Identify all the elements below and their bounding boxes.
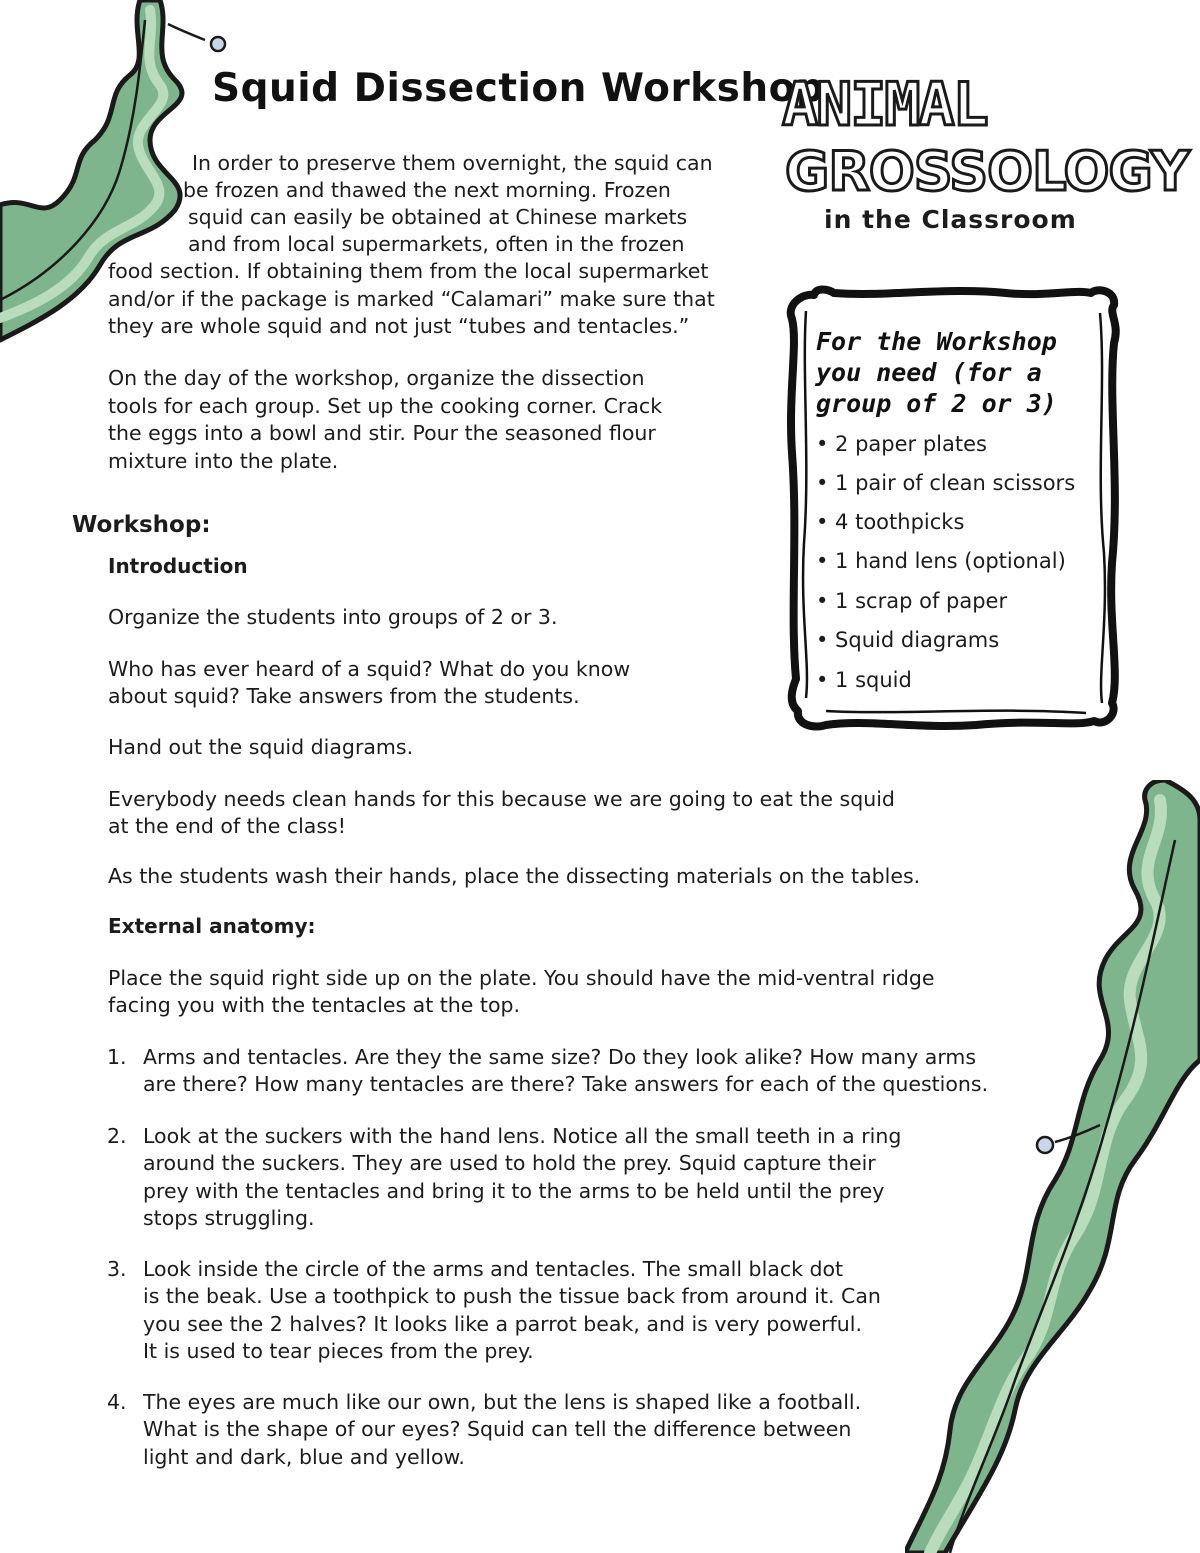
day-line: mixture into the plate. bbox=[108, 449, 339, 473]
step-line: is the beak. Use a toothpick to push the tissue back from around it. Can bbox=[143, 1284, 881, 1308]
supply-item: • 1 hand lens (optional) bbox=[816, 549, 1066, 573]
step-number: 1. bbox=[107, 1045, 127, 1069]
intro-line: be frozen and thawed the next morning. Frozen bbox=[183, 178, 671, 202]
supply-item: • 1 scrap of paper bbox=[816, 589, 1008, 613]
intro-line: they are whole squid and not just “tubes and tentacles.” bbox=[108, 314, 690, 338]
day-line: tools for each group. Set up the cooking corner. Crack bbox=[108, 394, 663, 418]
workshop-paragraph: Everybody needs clean hands for this because we are going to eat the squid bbox=[108, 787, 895, 811]
supplies-box-title: For the Workshop you need (for a group of 2 or 3) bbox=[816, 327, 1057, 418]
supply-item: • 1 squid bbox=[816, 668, 912, 692]
intro-line: and from local supermarkets, often in the frozen bbox=[188, 232, 685, 256]
day-line: On the day of the workshop, organize the dissection bbox=[108, 366, 645, 390]
logo-grossology-text: GROSSOLOGY bbox=[785, 140, 1189, 203]
supply-item: • 1 pair of clean scissors bbox=[816, 471, 1076, 495]
workshop-paragraph: Who has ever heard of a squid? What do you know bbox=[108, 657, 631, 681]
step-line: you see the 2 halves? It looks like a parrot beak, and is very powerful. bbox=[143, 1312, 862, 1336]
step-line: stops struggling. bbox=[143, 1206, 315, 1230]
step-line: What is the shape of our eyes? Squid can tell the difference between bbox=[143, 1417, 852, 1441]
workshop-paragraph: Organize the students into groups of 2 or 3. bbox=[108, 605, 558, 629]
intro-line: squid can easily be obtained at Chinese markets bbox=[188, 205, 688, 229]
workshop-paragraph: at the end of the class! bbox=[108, 814, 346, 838]
logo-subtitle: in the Classroom bbox=[824, 205, 1077, 234]
step-line: prey with the tentacles and bring it to the arms to be held until the prey bbox=[143, 1179, 885, 1203]
step-line: light and dark, blue and yellow. bbox=[143, 1445, 465, 1469]
step-line: Look inside the circle of the arms and tentacles. The small black dot bbox=[143, 1257, 844, 1281]
external-anatomy-subheading: External anatomy: bbox=[108, 914, 316, 938]
day-line: the eggs into a bowl and stir. Pour the seasoned flour bbox=[108, 421, 656, 445]
step-line: are there? How many tentacles are there? Take answers for each of the questions. bbox=[143, 1072, 989, 1096]
supply-item: • 4 toothpicks bbox=[816, 510, 965, 534]
logo-animal-text: ANIMAL bbox=[782, 70, 987, 140]
step-line: Arms and tentacles. Are they the same size? Do they look alike? How many arms bbox=[143, 1045, 977, 1069]
step-line: around the suckers. They are used to hold the prey. Squid capture their bbox=[143, 1151, 876, 1175]
workshop-heading: Workshop: bbox=[72, 512, 211, 538]
intro-line: and/or if the package is marked “Calamari” make sure that bbox=[108, 287, 715, 311]
step-number: 4. bbox=[107, 1390, 127, 1414]
page-title: Squid Dissection Workshop bbox=[212, 66, 825, 111]
step-number: 2. bbox=[107, 1124, 127, 1148]
workshop-paragraph: about squid? Take answers from the students. bbox=[108, 684, 580, 708]
step-number: 3. bbox=[107, 1257, 127, 1281]
intro-line: In order to preserve them overnight, the squid can bbox=[192, 151, 713, 175]
supply-item: • Squid diagrams bbox=[816, 628, 1000, 652]
workshop-paragraph: As the students wash their hands, place the dissecting materials on the tables. bbox=[108, 864, 921, 888]
seaweed-bottom-right-illustration bbox=[905, 780, 1200, 1553]
supply-item: • 2 paper plates bbox=[816, 432, 987, 456]
step-line: Look at the suckers with the hand lens. Notice all the small teeth in a ring bbox=[143, 1124, 902, 1148]
step-line: The eyes are much like our own, but the lens is shaped like a football. bbox=[143, 1390, 862, 1414]
step-line: It is used to tear pieces from the prey. bbox=[143, 1339, 534, 1363]
intro-line: food section. If obtaining them from the local supermarket bbox=[108, 259, 709, 283]
workshop-paragraph: Place the squid right side up on the plate. You should have the mid-ventral ridge bbox=[108, 966, 935, 990]
workshop-paragraph: Hand out the squid diagrams. bbox=[108, 735, 414, 759]
workshop-paragraph: facing you with the tentacles at the top. bbox=[108, 993, 521, 1017]
introduction-subheading: Introduction bbox=[108, 554, 248, 578]
